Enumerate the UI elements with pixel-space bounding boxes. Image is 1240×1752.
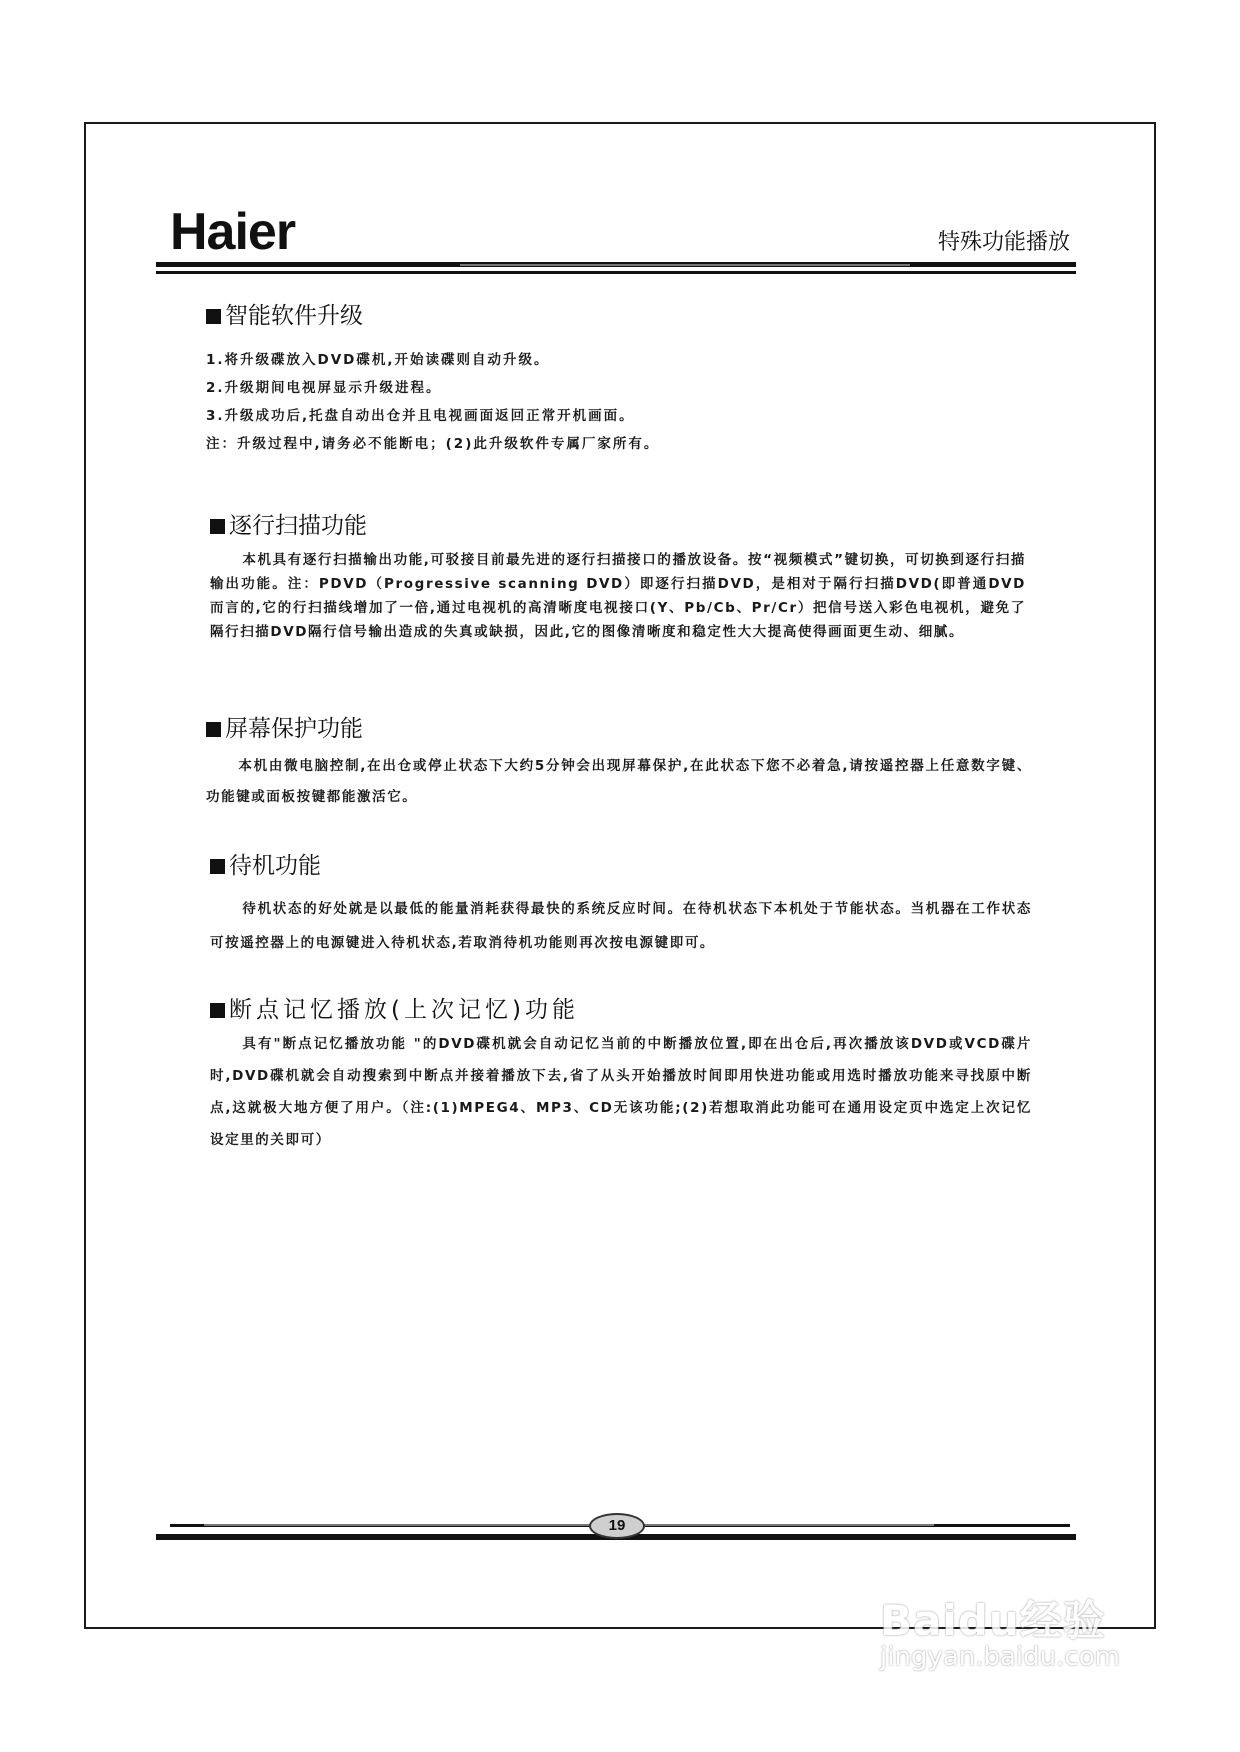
chapter-title: 特殊功能播放 (937, 230, 1070, 255)
section-heading-text: 逐行扫描功能 (229, 513, 367, 539)
page-number-badge: 19 (589, 1513, 645, 1539)
section-paragraph: 本机由微电脑控制,在出仓或停止状态下大约5分钟会出现屏幕保护,在此状态下您不必着急,请按遥控器上任意数字键、功能键或面板按键都能激活它。 (206, 758, 1032, 805)
section-standby (210, 855, 1032, 960)
header-rule-highlight (460, 264, 910, 266)
square-bullet-icon (210, 1003, 225, 1018)
section-heading (210, 999, 1032, 1022)
section-heading (210, 855, 1032, 878)
section-heading-text: 待机功能 (229, 853, 321, 879)
section-heading-text: 断点记忆播放(上次记忆)功能 (229, 997, 579, 1023)
section-heading (210, 515, 1026, 538)
section-heading-text: 屏幕保护功能 (225, 716, 363, 742)
list-item: 2.升级期间电视屏显示升级进程。 (206, 380, 442, 396)
note-line: 注：升级过程中,请务必不能断电；(2)此升级软件专属厂家所有。 (206, 436, 660, 452)
baidu-watermark (880, 1596, 1180, 1673)
section-paragraph: 待机状态的好处就是以最低的能量消耗获得最快的系统反应时间。在待机状态下本机处于节能状态。当机器在工作状态可按遥控器上的电源键进入待机状态,若取消待机功能则再次按电源键即可。 (210, 901, 1032, 951)
list-item: 1.将升级碟放入DVD碟机,开始读碟则自动升级。 (206, 352, 550, 368)
section-heading (206, 305, 659, 328)
list-item: 3.升级成功后,托盘自动出仓并且电视画面返回正常开机画面。 (206, 408, 635, 424)
watermark-url: jingyan.baidu.com (880, 1642, 1120, 1672)
haier-logo: Haier (170, 203, 296, 261)
square-bullet-icon (210, 859, 225, 874)
section-smart-software-upgrade (206, 305, 659, 458)
section-heading (206, 718, 1032, 741)
footer-rule-highlight (204, 1524, 934, 1526)
square-bullet-icon (210, 519, 225, 534)
section-paragraph: 本机具有逐行扫描输出功能,可驳接目前最先进的逐行扫描接口的播放设备。按“视频模式”键切换，可切换到逐行扫描输出功能。注：PDVD（Progressive scanning DVD）即逐行扫描DVD，是相对于隔行扫描DVD(即普通DVD而言的,它的行扫描线增加了一倍,通过电视机的高清晰度电视接口(Y、Pb/Cb、Pr/Cr）把信号送入彩色电视机，避免了隔行扫描DVD隔行信号输出造成的失真或缺损，因此,它的图像清晰度和稳定性大大提高使得画面更生动、细腻。 (210, 552, 1026, 640)
section-screen-saver (206, 718, 1032, 813)
square-bullet-icon (206, 722, 221, 737)
square-bullet-icon (206, 309, 221, 324)
watermark-brand: Baidu经验 (880, 1596, 1106, 1645)
section-heading-text: 智能软件升级 (225, 303, 363, 329)
section-progressive-scan (210, 515, 1026, 644)
section-paragraph: 具有"断点记忆播放功能 "的DVD碟机就会自动记忆当前的中断播放位置,即在出仓后,再次播放该DVD或VCD碟片时,DVD碟机就会自动搜索到中断点并接着播放下去,省了从头开始播放时间即用快进功能或用选时播放功能来寻找原中断点,这就极大地方便了用户。（注:(1)MPEG4、MP3、CD无该功能;(2)若想取消此功能可在通用设定页中选定上次记忆设定里的关即可） (210, 1036, 1032, 1148)
section-resume-playback (210, 999, 1032, 1156)
header-rule-thin (156, 271, 1076, 274)
